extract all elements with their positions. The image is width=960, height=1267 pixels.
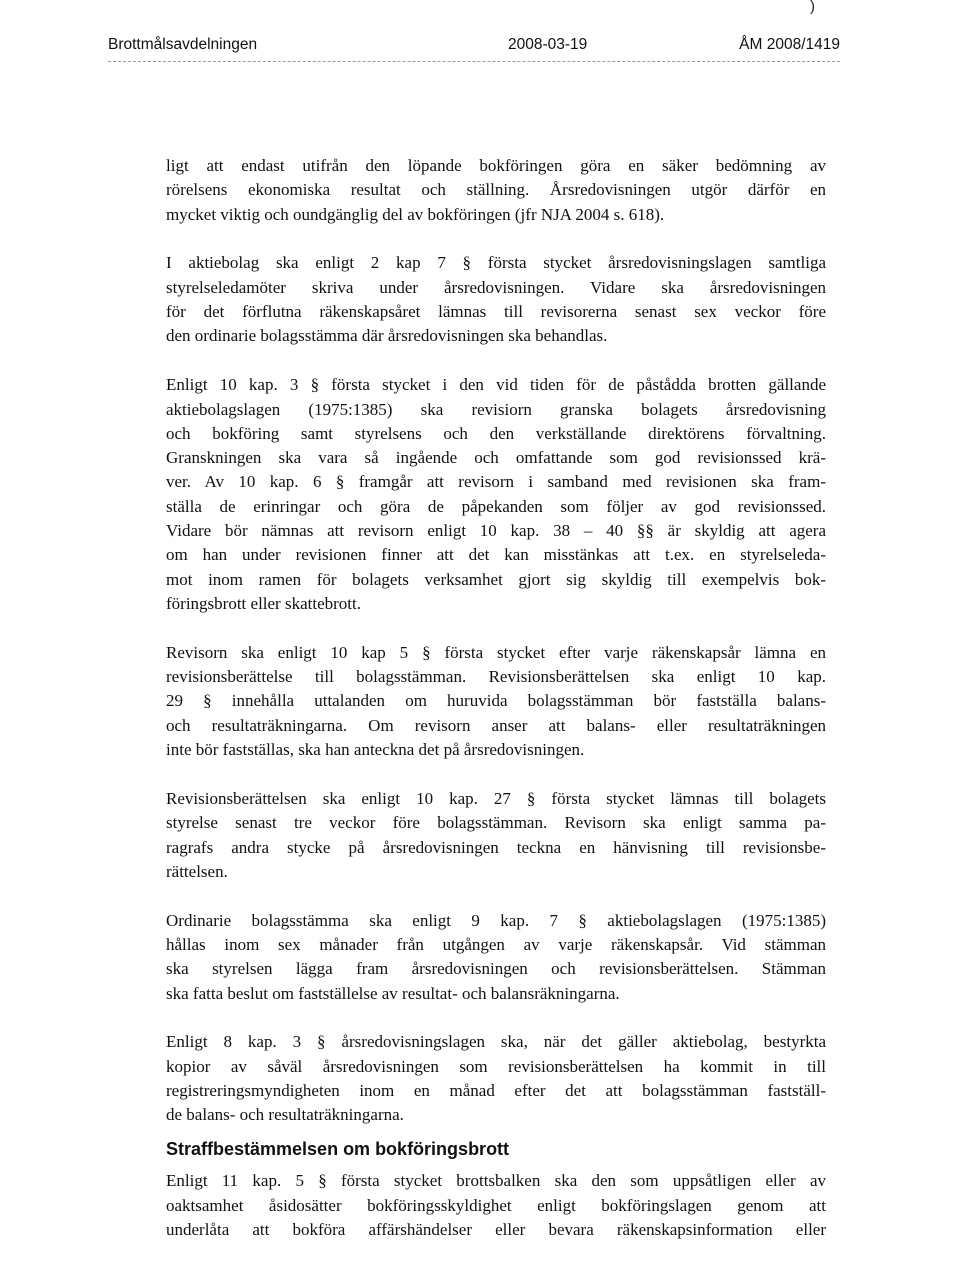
text-line: Enligt 10 kap. 3 § första stycket i den vid tiden för de påstådda brotten gällande <box>166 375 826 395</box>
text-line: mot inom ramen för bolagets verksamhet gjort sig skyldig till exempelvis bok- <box>166 569 826 589</box>
text-line: Enligt 11 kap. 5 § första stycket brottsbalken ska den som uppsåtligen eller av <box>166 1171 826 1191</box>
header-date: 2008-03-19 <box>508 36 588 53</box>
text-line: de balans- och resultaträkningarna. <box>166 1105 404 1125</box>
text-line: registreringsmyndigheten inom en månad efter det att bolagsstämman fastställ- <box>166 1081 826 1101</box>
text-line: styrelse senast tre veckor före bolagsstämman. Revisorn ska enligt samma pa- <box>166 813 826 833</box>
text-line: föringsbrott eller skattebrott. <box>166 593 361 613</box>
text-line: inte bör fastställas, ska han anteckna det på årsredovisningen. <box>166 740 585 760</box>
text-line: ställa de erinringar och göra de påpekanden som följer av god revisionssed. <box>166 496 826 516</box>
paragraph <box>166 251 826 348</box>
text-line: Vidare bör nämnas att revisorn enligt 10 kap. 38 – 40 §§ är skyldig att agera <box>166 521 826 541</box>
paragraph-group <box>166 154 826 1128</box>
header-divider <box>108 61 840 62</box>
text-line: hållas inom sex månader från utgången av varje räkenskapsår. Vid stämman <box>166 934 826 954</box>
text-line: Revisionsberättelsen ska enligt 10 kap. 27 § första stycket lämnas till bolagets <box>166 788 826 808</box>
text-line: om han under revisionen finner att det kan misstänkas att t.ex. en styrelseleda- <box>166 545 826 565</box>
header-case-number: ÅM 2008/1419 <box>739 36 840 53</box>
paragraph <box>166 1030 826 1127</box>
text-line: 29 § innehålla uttalanden om huruvida bolagsstämman bör fastställa balans- <box>166 691 826 711</box>
text-line: oaktsamhet åsidosätter bokföringsskyldighet enligt bokföringslagen genom att <box>166 1195 826 1215</box>
text-line: underlåta att bokföra affärshändelser eller bevara räkenskapsinformation eller <box>166 1219 826 1239</box>
text-line: I aktiebolag ska enligt 2 kap 7 § första stycket årsredovisningslagen samtliga <box>166 253 826 273</box>
paragraph <box>166 641 826 762</box>
text-line: Granskningen ska vara så ingående och omfattande som god revisionssed krä- <box>166 448 826 468</box>
header-court: Brottmålsavdelningen <box>108 36 258 53</box>
corner-mark: ) <box>810 0 815 15</box>
text-line: ska styrelsen lägga fram årsredovisningen och revisionsberättelsen. Stämman <box>166 959 826 979</box>
text-line: och bokföring samt styrelsens och den verkställande direktörens förvaltning. <box>166 423 826 443</box>
text-line: rörelsens ekonomiska resultat och ställning. Årsredovisningen utgör därför en <box>166 180 826 200</box>
text-line: Ordinarie bolagsstämma ska enligt 9 kap. 7 § aktiebolagslagen (1975:1385) <box>166 910 826 930</box>
text-line: för det förflutna räkenskapsåret lämnas till revisorerna senast sex veckor före <box>166 302 826 322</box>
text-line: och resultaträkningarna. Om revisorn anser att balans- eller resultaträkningen <box>166 715 826 735</box>
text-line: ska fatta beslut om fastställelse av resultat- och balansräkningarna. <box>166 983 620 1003</box>
text-line: mycket viktig och oundgänglig del av bokföringen (jfr NJA 2004 s. 618). <box>166 204 665 224</box>
text-line: revisionsberättelse till bolagsstämman. Revisionsberättelsen ska enligt 10 kap. <box>166 667 826 687</box>
text-line: ver. Av 10 kap. 6 § framgår att revisorn i samband med revisionen ska fram- <box>166 472 826 492</box>
paragraph <box>166 909 826 1006</box>
text-line: styrelseledamöter skriva under årsredovisningen. Vidare ska årsredovisningen <box>166 277 826 297</box>
document-body <box>166 154 826 1267</box>
final-paragraph <box>166 1169 826 1242</box>
paragraph <box>166 154 826 227</box>
text-line: aktiebolagslagen (1975:1385) ska revisiorn granska bolagets årsredovisning <box>166 399 826 419</box>
text-line: Revisorn ska enligt 10 kap 5 § första stycket efter varje räkenskapsår lämna en <box>166 642 826 662</box>
text-line: kopior av såväl årsredovisningen som revisionsberättelsen ha kommit in till <box>166 1056 826 1076</box>
section-heading: Straffbestämmelsen om bokföringsbrott <box>166 1139 510 1160</box>
text-line: rättelsen. <box>166 861 228 881</box>
page-header <box>108 36 840 60</box>
text-line: ligt att endast utifrån den löpande bokföringen göra en säker bedömning av <box>166 156 826 175</box>
text-line: den ordinarie bolagsstämma där årsredovisningen ska behandlas. <box>166 326 608 346</box>
paragraph <box>166 787 826 884</box>
text-line: ragrafs andra stycke på årsredovisningen teckna en hänvisning till revisionsbe- <box>166 837 826 857</box>
paragraph <box>166 373 826 616</box>
text-line: Enligt 8 kap. 3 § årsredovisningslagen ska, när det gäller aktiebolag, bestyrkta <box>166 1032 826 1052</box>
